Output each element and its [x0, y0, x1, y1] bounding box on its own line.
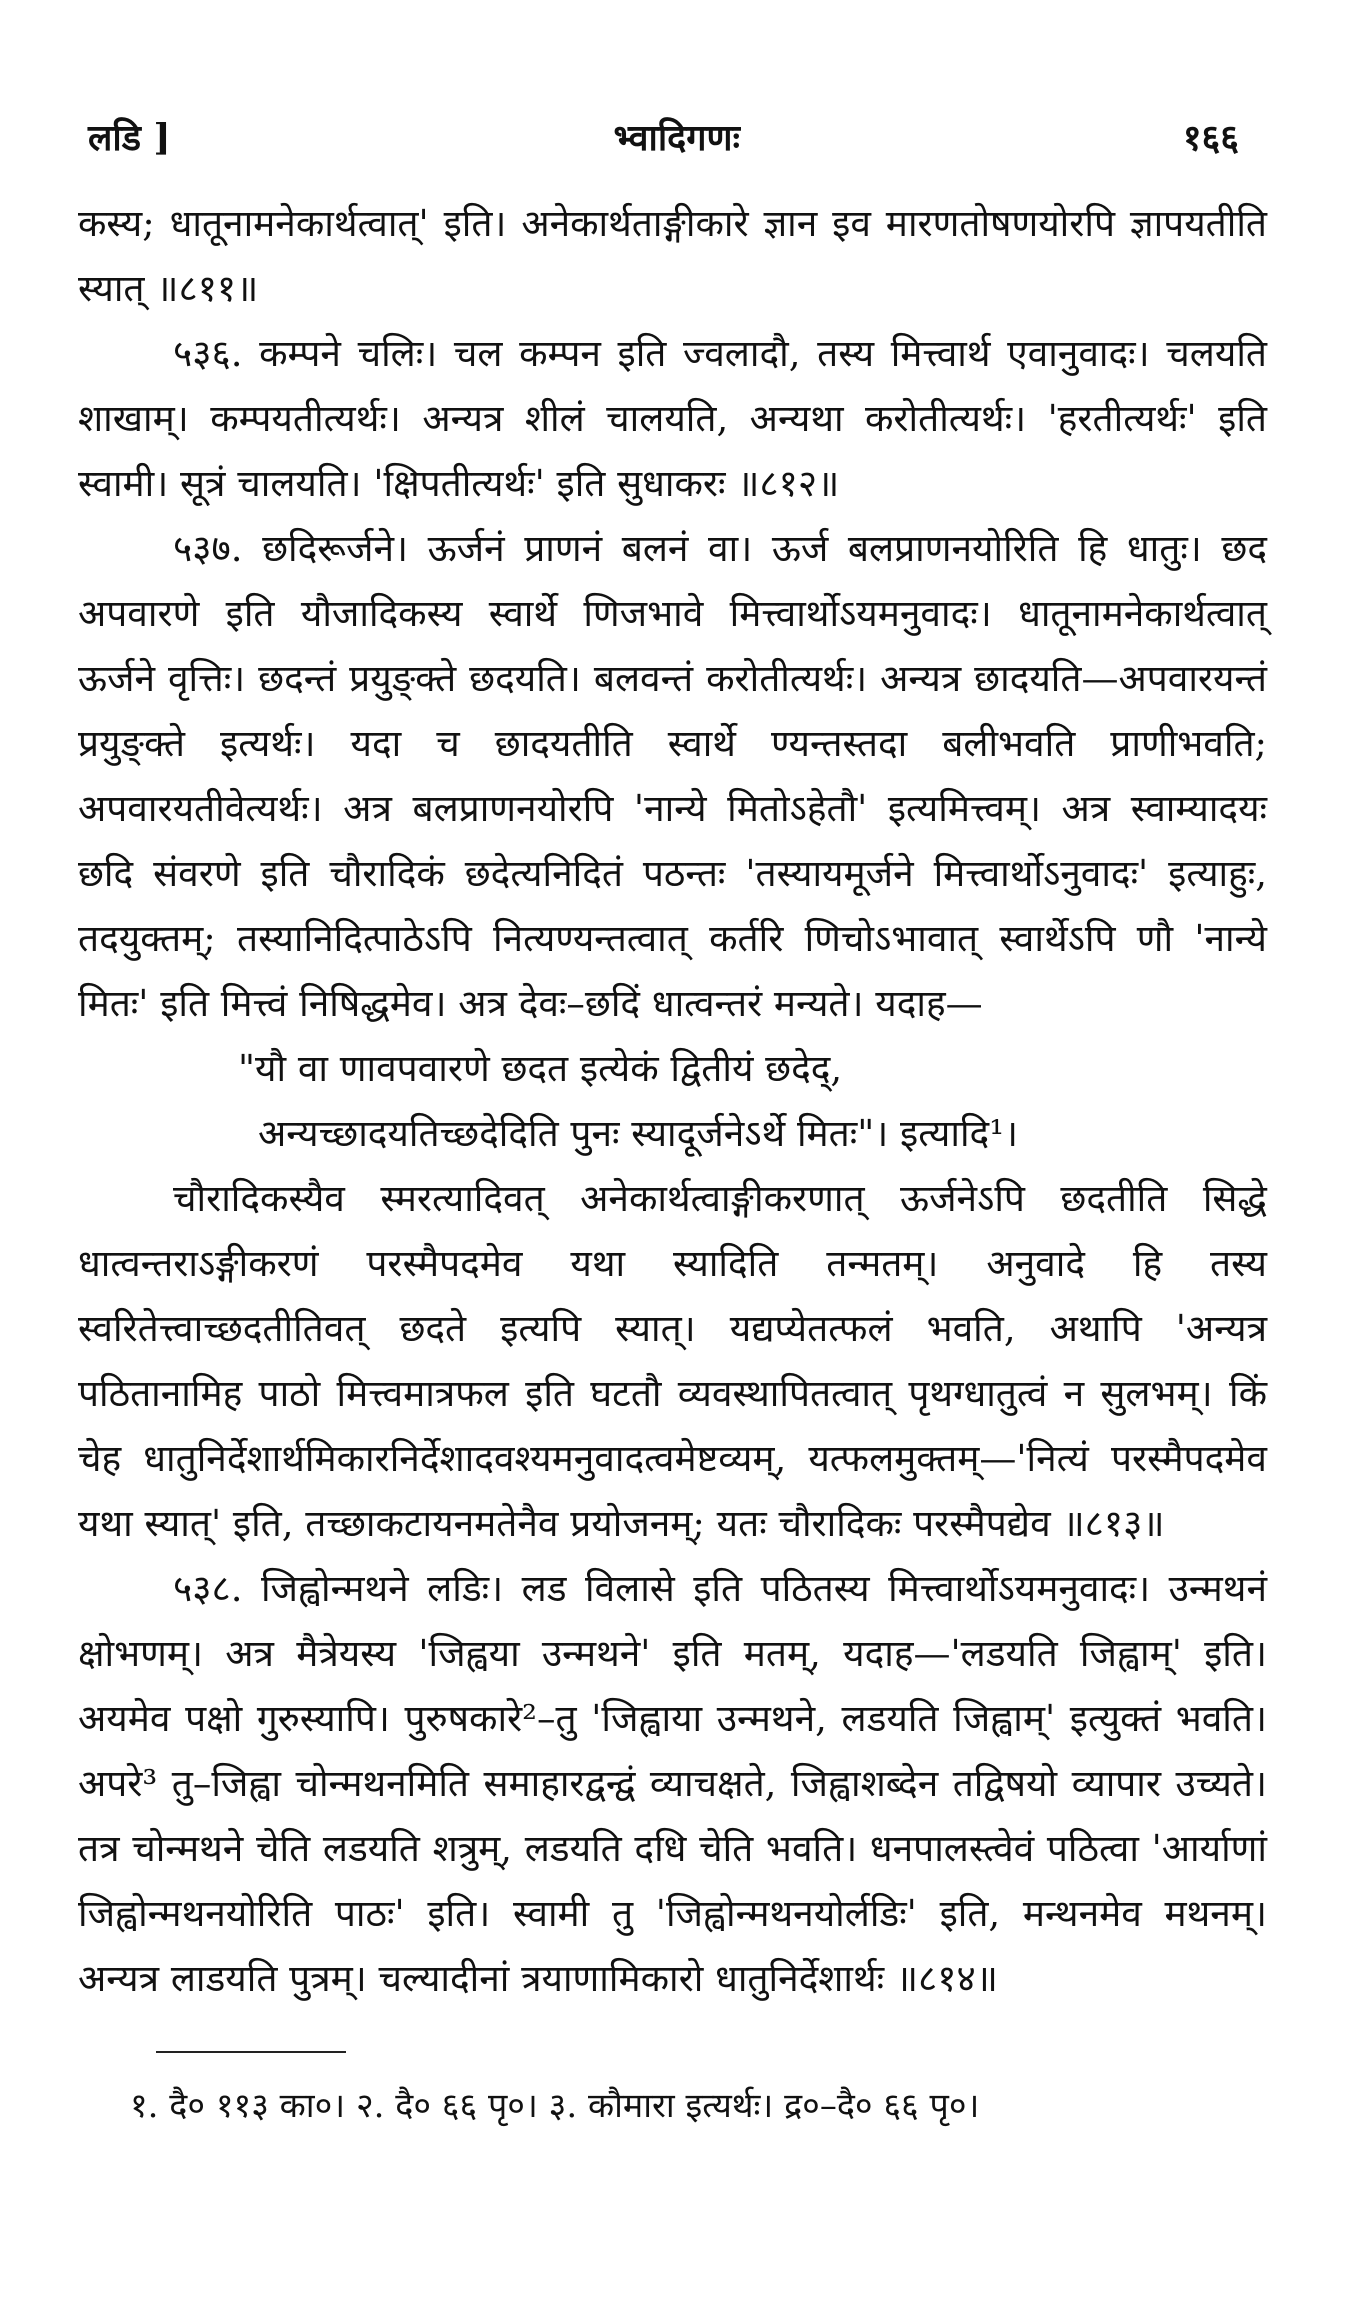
header-center: भ्वादिगणः	[613, 117, 740, 159]
paragraph-537-continued: चौरादिकस्यैव स्मरत्यादिवत् अनेकार्थत्वाङ्गीकरणात् ऊर्जनेऽपि छदतीति सिद्धे धात्वन्तराऽङ्गीकरणं परस्मैपदमेव यथा स्यादिति तन्मतम्। अनुवादे हि तस्य स्वरितेत्त्वाच्छदतीतिवत् छदते इत्यपि स्यात्। यद्यप्येतत्फलं भवति, अथापि 'अन्यत्र पठितानामिह पाठो मित्त्वमात्रफल इति घटतौ व्यवस्थापितत्वात् पृथग्धातुत्वं न सुलभम्। किं चेह धातुनिर्देशार्थमिकारनिर्देशादवश्यमनुवादत्वमेष्टव्यम्, यत्फलमुक्तम्—'नित्यं परस्मैपदमेव यथा स्यात्' इति, तच्छाकटायनमतेनैव प्रयोजनम्; यतः चौरादिकः परस्मैपद्येव ॥८१३॥	[78, 1177, 1267, 1545]
verse-line-1: "यौ वा णावपवारणे छदत इत्येकं द्वितीयं छदेद्,	[238, 1047, 843, 1090]
body-text	[78, 191, 1267, 2011]
footnote: १. दै० ११३ का०। २. दै० ६६ पृ०। ३. कौमारा इत्यर्थः। द्र०–दै० ६६ पृ०।	[130, 2086, 980, 2126]
running-header	[78, 112, 1267, 161]
header-left: लडि ]	[88, 117, 171, 159]
verse-quote	[78, 1036, 1267, 1166]
page-number: १६६	[1182, 117, 1239, 159]
paragraph-537: ५३७. छदिरूर्जने। ऊर्जनं प्राणनं बलनं वा। ऊर्ज बलप्राणनयोरिति हि धातुः। छद अपवारणे इति यौजादिकस्य स्वार्थे णिजभावे मित्त्वार्थोऽयमनुवादः। धातूनामनेकार्थत्वात् ऊर्जने वृत्तिः। छदन्तं प्रयुङ्क्ते छदयति। बलवन्तं करोतीत्यर्थः। अन्यत्र छादयति—अपवारयन्तं प्रयुङ्क्ते इत्यर्थः। यदा च छादयतीति स्वार्थे ण्यन्तस्तदा बलीभवति प्राणीभवति; अपवारयतीवेत्यर्थः। अत्र बलप्राणनयोरपि 'नान्ये मितोऽहेतौ' इत्यमित्त्वम्। अत्र स्वाम्यादयः छदि संवरणे इति चौरादिकं छदेत्यनिदितं पठन्तः 'तस्यायमूर्जने मित्त्वार्थोऽनुवादः' इत्याहुः, तदयुक्तम्; तस्यानिदित्पाठेऽपि नित्यण्यन्तत्वात् कर्तरि णिचोऽभावात् स्वार्थेऽपि णौ 'नान्ये मितः' इति मित्त्वं निषिद्धमेव। अत्र देवः–छदिं धात्वन्तरं मन्यते। यदाह—	[78, 527, 1267, 1025]
paragraph-536: ५३६. कम्पने चलिः। चल कम्पन इति ज्वलादौ, तस्य मित्त्वार्थ एवानुवादः। चलयति शाखाम्। कम्पयतीत्यर्थः। अन्यत्र शीलं चालयति, अन्यथा करोतीत्यर्थः। 'हरतीत्यर्थः' इति स्वामी। सूत्रं चालयति। 'क्षिपतीत्यर्थः' इति सुधाकरः ॥८१२॥	[78, 332, 1267, 505]
footnote-divider	[156, 2051, 346, 2053]
paragraph-538: ५३८. जिह्वोन्मथने लडिः। लड विलासे इति पठितस्य मित्त्वार्थोऽयमनुवादः। उन्मथनं क्षोभणम्। अत्र मैत्रेयस्य 'जिह्वया उन्मथने' इति मतम्, यदाह—'लडयति जिह्वाम्' इति। अयमेव पक्षो गुरुस्यापि। पुरुषकारे²–तु 'जिह्वाया उन्मथने, लडयति जिह्वाम्' इत्युक्तं भवति। अपरे³ तु–जिह्वा चोन्मथनमिति समाहारद्वन्द्वं व्याचक्षते, जिह्वाशब्देन तद्विषयो व्यापार उच्यते। तत्र चोन्मथने चेति लडयति शत्रुम्, लडयति दधि चेति भवति। धनपालस्त्वेवं पठित्वा 'आर्याणां जिह्वोन्मथनयोरिति पाठः' इति। स्वामी तु 'जिह्वोन्मथनयोर्लडिः' इति, मन्थनमेव मथनम्। अन्यत्र लाडयति पुत्रम्। चल्यादीनां त्रयाणामिकारो धातुनिर्देशार्थः ॥८१४॥	[78, 1567, 1267, 2000]
verse-line-2: अन्यच्छादयतिच्छदेदिति पुनः स्यादूर्जनेऽर्थे मितः"। इत्यादि¹।	[258, 1112, 1019, 1155]
paragraph-continuation: कस्य; धातूनामनेकार्थत्वात्' इति। अनेकार्थताङ्गीकारे ज्ञान इव मारणतोषणयोरपि ज्ञापयतीति स्यात् ॥८११॥	[78, 202, 1267, 310]
